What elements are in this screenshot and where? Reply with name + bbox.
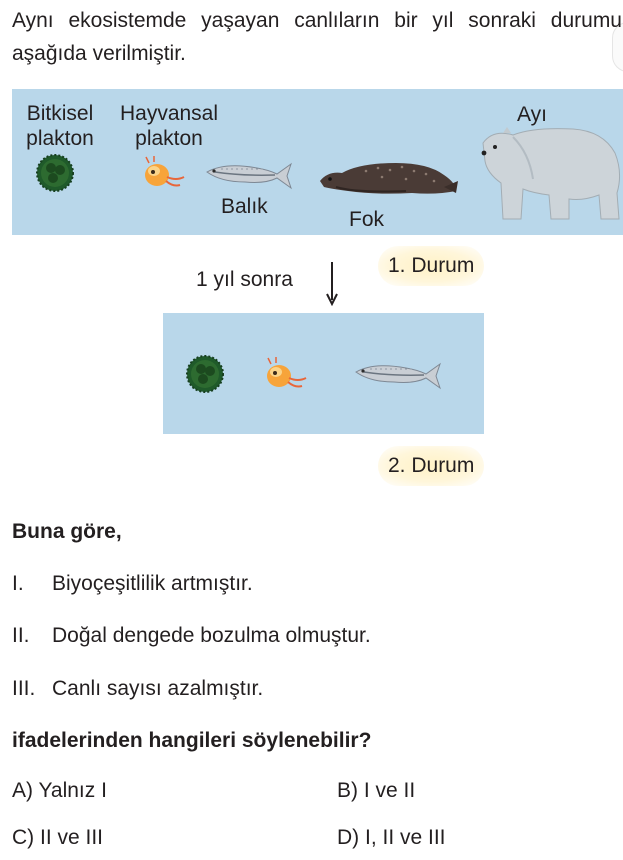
option-c[interactable]: C) II ve III	[12, 826, 104, 849]
durum-1-label: 1. Durum	[378, 246, 484, 286]
durum-2-label: 2. Durum	[378, 446, 484, 486]
phytoplankton-icon	[185, 354, 225, 394]
label-ayi: Ayı	[517, 103, 547, 126]
label-balik: Balık	[221, 195, 268, 218]
statement-2-number: II.	[12, 624, 30, 647]
statement-3-text: Canlı sayısı azalmıştır.	[52, 677, 264, 700]
label-bitkisel-plakton: Bitkisel plakton	[26, 102, 94, 150]
phytoplankton-icon	[35, 153, 75, 193]
down-arrow-icon	[324, 260, 340, 306]
one-year-later-label: 1 yıl sonra	[196, 268, 293, 291]
zooplankton-icon	[262, 356, 308, 392]
label-fok: Fok	[349, 208, 385, 231]
statement-1-number: I.	[12, 572, 24, 595]
question-prompt: ifadelerinden hangileri söylenebilir?	[12, 729, 372, 752]
zooplankton-icon	[140, 155, 186, 191]
label-hayvansal-plakton: Hayvansal plakton	[119, 102, 219, 150]
fish-icon	[354, 360, 442, 390]
option-b[interactable]: B) I ve II	[337, 779, 416, 802]
seal-icon	[316, 157, 460, 197]
statement-2-text: Doğal dengede bozulma olmuştur.	[52, 624, 371, 647]
question-lead: Buna göre,	[12, 520, 122, 543]
option-a[interactable]: A) Yalnız I	[12, 779, 107, 802]
statement-1-text: Biyoçeşitlilik artmıştır.	[52, 572, 253, 595]
option-d[interactable]: D) I, II ve III	[337, 826, 446, 849]
statement-3-number: III.	[12, 677, 36, 700]
intro-text: Aynı ekosistemde yaşayan canlıların bir yıl sonraki durumu aşağıda verilmiştir.	[12, 9, 622, 65]
polar-bear-icon	[473, 123, 623, 221]
fish-icon	[205, 160, 293, 190]
